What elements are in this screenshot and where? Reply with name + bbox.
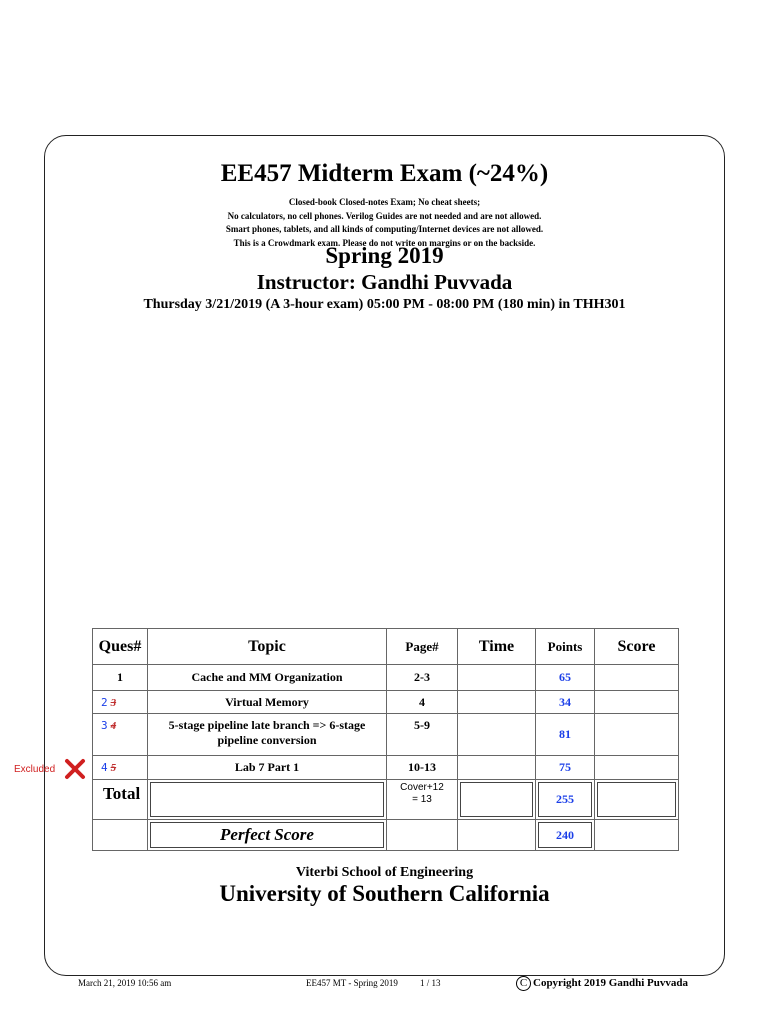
points: 34 bbox=[536, 691, 595, 714]
score-cell bbox=[595, 714, 679, 756]
total-topic-box bbox=[148, 780, 387, 820]
school-name: Viterbi School of Engineering bbox=[295, 865, 474, 880]
ques-number: 1 bbox=[93, 665, 148, 691]
topic: Cache and MM Organization bbox=[148, 665, 387, 691]
points: 81 bbox=[536, 714, 595, 756]
rule-line: Closed-book Closed-notes Exam; No cheat sheets; bbox=[288, 197, 481, 207]
total-points: 255 bbox=[536, 780, 595, 820]
header-score: Score bbox=[595, 629, 679, 665]
score-cell bbox=[595, 756, 679, 780]
table-row bbox=[93, 714, 679, 756]
score-cell bbox=[595, 665, 679, 691]
page-range: 5-9 bbox=[387, 714, 458, 756]
time-cell bbox=[458, 756, 536, 780]
cover-line: = 13 bbox=[412, 794, 432, 805]
topic: 5-stage pipeline late branch => 6-stage pipeline conversion bbox=[148, 714, 387, 756]
topic: Virtual Memory bbox=[148, 691, 387, 714]
page-range: 2-3 bbox=[387, 665, 458, 691]
renumbered-ques: 3 bbox=[101, 719, 108, 732]
close-icon bbox=[64, 758, 86, 780]
header-page: Page# bbox=[387, 629, 458, 665]
footer-doc: EE457 MT - Spring 2019 bbox=[306, 978, 398, 988]
perfect-row bbox=[93, 820, 679, 851]
total-label: Total bbox=[93, 780, 148, 820]
exam-term: Spring 2019 bbox=[325, 243, 444, 268]
time-cell bbox=[458, 691, 536, 714]
rule-line: This is a Crowdmark exam. Please do not write on margins or on the backside. bbox=[233, 237, 536, 248]
empty-cell bbox=[595, 820, 679, 851]
time-cell bbox=[458, 714, 536, 756]
empty-cell bbox=[458, 820, 536, 851]
struck-ques: 3 bbox=[110, 696, 117, 709]
total-score-box bbox=[595, 780, 679, 820]
page-range: 4 bbox=[387, 691, 458, 714]
footer-page: 1 / 13 bbox=[420, 978, 441, 988]
ques-number bbox=[93, 756, 148, 780]
struck-ques: 5 bbox=[110, 762, 117, 774]
perfect-score-label: Perfect Score bbox=[148, 820, 387, 851]
footer-copyright bbox=[516, 976, 688, 991]
table-row bbox=[93, 691, 679, 714]
rule-line: No calculators, no cell phones. Verilog Guides are not needed and are not allowed. bbox=[227, 210, 542, 221]
points: 65 bbox=[536, 665, 595, 691]
copyright-text: Copyright 2019 Gandhi Puvvada bbox=[533, 977, 688, 989]
table-row bbox=[93, 665, 679, 691]
header-time: Time bbox=[458, 629, 536, 665]
exam-title: EE457 Midterm Exam (~24%) bbox=[220, 160, 549, 187]
total-row bbox=[93, 780, 679, 820]
exam-rules bbox=[44, 196, 725, 250]
empty-cell bbox=[93, 820, 148, 851]
exam-schedule: Thursday 3/21/2019 (A 3-hour exam) 05:00 PM - 08:00 PM (180 min) in THH301 bbox=[143, 297, 626, 312]
header-topic: Topic bbox=[148, 629, 387, 665]
rule-line: Smart phones, tablets, and all kinds of computing/Internet devices are not allowed. bbox=[225, 224, 544, 234]
perfect-points: 240 bbox=[536, 820, 595, 851]
university-name: University of Southern California bbox=[219, 881, 550, 906]
cover-pages bbox=[387, 780, 458, 820]
renumbered-ques: 4 bbox=[101, 761, 108, 774]
excluded-label: Excluded bbox=[14, 764, 56, 775]
score-cell bbox=[595, 691, 679, 714]
struck-ques: 4 bbox=[110, 720, 117, 732]
table-row bbox=[93, 756, 679, 780]
points: 75 bbox=[536, 756, 595, 780]
topic: Lab 7 Part 1 bbox=[148, 756, 387, 780]
renumbered-ques: 2 bbox=[101, 695, 108, 709]
ques-number bbox=[93, 714, 148, 756]
ques-number bbox=[93, 691, 148, 714]
footer-date: March 21, 2019 10:56 am bbox=[78, 978, 172, 988]
instructor: Instructor: Gandhi Puvvada bbox=[256, 270, 513, 294]
page-range: 10-13 bbox=[387, 756, 458, 780]
empty-cell bbox=[387, 820, 458, 851]
header-ques: Ques# bbox=[93, 629, 148, 665]
copyright-icon: C bbox=[516, 976, 531, 991]
score-table bbox=[92, 628, 679, 851]
cover-line: Cover+12 bbox=[400, 782, 444, 793]
total-time-box bbox=[458, 780, 536, 820]
header-points: Points bbox=[536, 629, 595, 665]
time-cell bbox=[458, 665, 536, 691]
